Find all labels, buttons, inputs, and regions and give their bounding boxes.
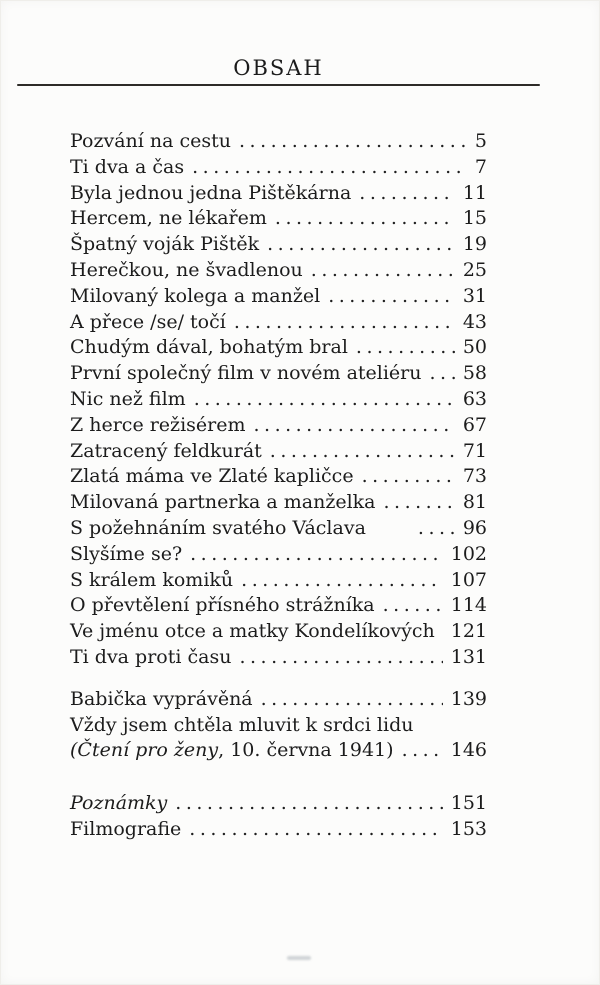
toc-leader-dots: [275, 206, 455, 232]
toc-entry-title: První společný film v novém ateliéru: [70, 362, 422, 385]
toc-leader-dots: [267, 232, 455, 258]
toc-page-number: 73: [462, 465, 487, 488]
toc-page-number: 121: [450, 620, 488, 643]
toc-leader-dots: [241, 568, 443, 594]
toc-entry-title: S králem komiků: [70, 568, 234, 591]
toc-leader-dots: [189, 817, 442, 843]
toc-entry: [70, 687, 487, 713]
toc-page-number: 139: [450, 687, 487, 710]
toc-entry-title: Babička vyprávěná: [70, 687, 253, 710]
toc-entry-title: Filmografie: [70, 817, 182, 840]
toc-leader-dots: [175, 791, 442, 817]
toc-entry: [70, 181, 487, 207]
toc-page-number: 11: [462, 181, 487, 204]
toc-entry-title: Ti dva a čas: [70, 155, 185, 178]
toc-page-number: 15: [462, 207, 487, 230]
toc-leader-dots: [234, 310, 455, 336]
toc-entry: [70, 258, 487, 284]
toc-page-number: 114: [450, 594, 487, 617]
toc-page-number: 81: [462, 491, 487, 514]
toc-group: [70, 687, 487, 764]
toc-leader-dots: [328, 284, 455, 310]
toc-entry-title: Byla jednou jedna Pištěkárna: [70, 181, 352, 204]
toc-leader-dots: [430, 361, 455, 387]
toc-leader-dots: [383, 593, 443, 619]
toc-page-number: 151: [450, 792, 487, 815]
toc-entry: [70, 232, 487, 258]
toc-entry-title: Ti dva proti času: [70, 645, 232, 668]
toc-entry: [70, 645, 487, 671]
toc-entry-title: Herečkou, ne švadlenou: [70, 258, 303, 281]
toc-page-number: 43: [462, 310, 487, 333]
toc-entry: [70, 413, 487, 439]
toc-entry-title: [70, 738, 394, 764]
toc-leader-dots: [190, 542, 443, 568]
toc-leader-dots: [239, 645, 442, 671]
toc-entry: [70, 387, 487, 413]
toc-entry: [70, 310, 487, 336]
toc-entry-title: Poznámky: [70, 792, 168, 815]
toc-entry-title: S požehnáním svatého Václava: [70, 516, 366, 539]
toc-page-number: 146: [450, 739, 487, 762]
toc-entry: [70, 791, 487, 817]
toc-page-number: 19: [462, 233, 487, 256]
toc-entry-title: Pozvání na cestu: [70, 130, 231, 152]
toc-entry: [70, 738, 487, 764]
toc-page-number: 63: [462, 387, 487, 410]
toc-entry-title: Milovaná partnerka a manželka: [70, 491, 376, 514]
toc-entry-title: Z herce režisérem: [70, 413, 246, 436]
toc-group: [70, 129, 487, 671]
toc-entry: [70, 129, 487, 155]
toc-entry: [70, 713, 487, 739]
toc-leader-dots: [383, 490, 454, 516]
toc-entry: [70, 516, 487, 542]
toc-page-number: 50: [462, 336, 487, 359]
toc-page-number: 31: [462, 284, 487, 307]
toc-page-number: 67: [462, 413, 487, 436]
toc-leader-dots: [402, 738, 443, 764]
toc-page-number: 7: [474, 155, 487, 178]
toc-entry-title: Vždy jsem chtěla mluvit k srdci lidu: [70, 713, 414, 736]
table-of-contents: [70, 129, 487, 843]
toc-entry-title-part: (Čtení pro ženy: [70, 739, 219, 762]
toc-entry-title: A přece /se/ točí: [70, 310, 226, 333]
toc-entry: [70, 542, 487, 568]
toc-page-number: 25: [462, 258, 487, 281]
toc-entry: [70, 817, 487, 843]
toc-entry: [70, 490, 487, 516]
toc-page-number: 131: [450, 645, 487, 668]
toc-leader-dots: [253, 413, 454, 439]
toc-page-number: 5: [474, 130, 487, 152]
toc-leader-dots: [194, 387, 455, 413]
toc-entry: [70, 568, 487, 594]
toc-entry-title: O převtělení přísného strážníka: [70, 594, 375, 617]
toc-entry-title: Milovaný kolega a manžel: [70, 284, 321, 307]
toc-entry-title: Špatný voják Pištěk: [70, 233, 260, 256]
toc-entry-title: Chudým dával, bohatým bral: [70, 336, 348, 359]
toc-entry-title: Hercem, ne lékařem: [70, 207, 267, 230]
toc-entry: [70, 155, 487, 181]
toc-entry: [70, 335, 487, 361]
page-title: OBSAH: [233, 56, 324, 80]
toc-entry: [70, 464, 487, 490]
toc-group: [70, 791, 487, 843]
toc-entry-title: Zatracený feldkurát: [70, 439, 262, 462]
toc-entry: [70, 619, 487, 645]
toc-leader-dots: [192, 155, 467, 181]
toc-leader-dots: [270, 439, 455, 465]
toc-page-number: 153: [450, 817, 487, 840]
toc-page-number: 58: [462, 362, 487, 385]
toc-leader-dots: [311, 258, 455, 284]
toc-leader-dots: [362, 464, 455, 490]
toc-leader-dots: [374, 516, 455, 542]
toc-page-number: 71: [462, 439, 487, 462]
toc-leader-dots: [359, 181, 455, 207]
toc-entry-title: Slyšíme se?: [70, 542, 183, 565]
toc-page-number: 102: [450, 542, 487, 565]
toc-entry: [70, 593, 487, 619]
heading-rule: [17, 84, 540, 86]
toc-page-number: 107: [450, 568, 487, 591]
toc-entry: [70, 206, 487, 232]
toc-entry-title-part: , 10. června 1941): [218, 739, 394, 762]
toc-entry-title: Ve jménu otce a matky Kondelíkových: [70, 620, 435, 643]
toc-page-number: 96: [462, 516, 487, 539]
toc-entry-title: Nic než film: [70, 387, 186, 410]
toc-leader-dots: [239, 129, 467, 155]
scan-artifact: [287, 956, 311, 960]
toc-groups: [70, 129, 487, 843]
toc-entry: [70, 361, 487, 387]
toc-entry: [70, 284, 487, 310]
toc-entry: [70, 439, 487, 465]
toc-leader-dots: [261, 687, 443, 713]
toc-entry-title: Zlatá máma ve Zlaté kapličce: [70, 465, 354, 488]
toc-leader-dots: [356, 335, 455, 361]
